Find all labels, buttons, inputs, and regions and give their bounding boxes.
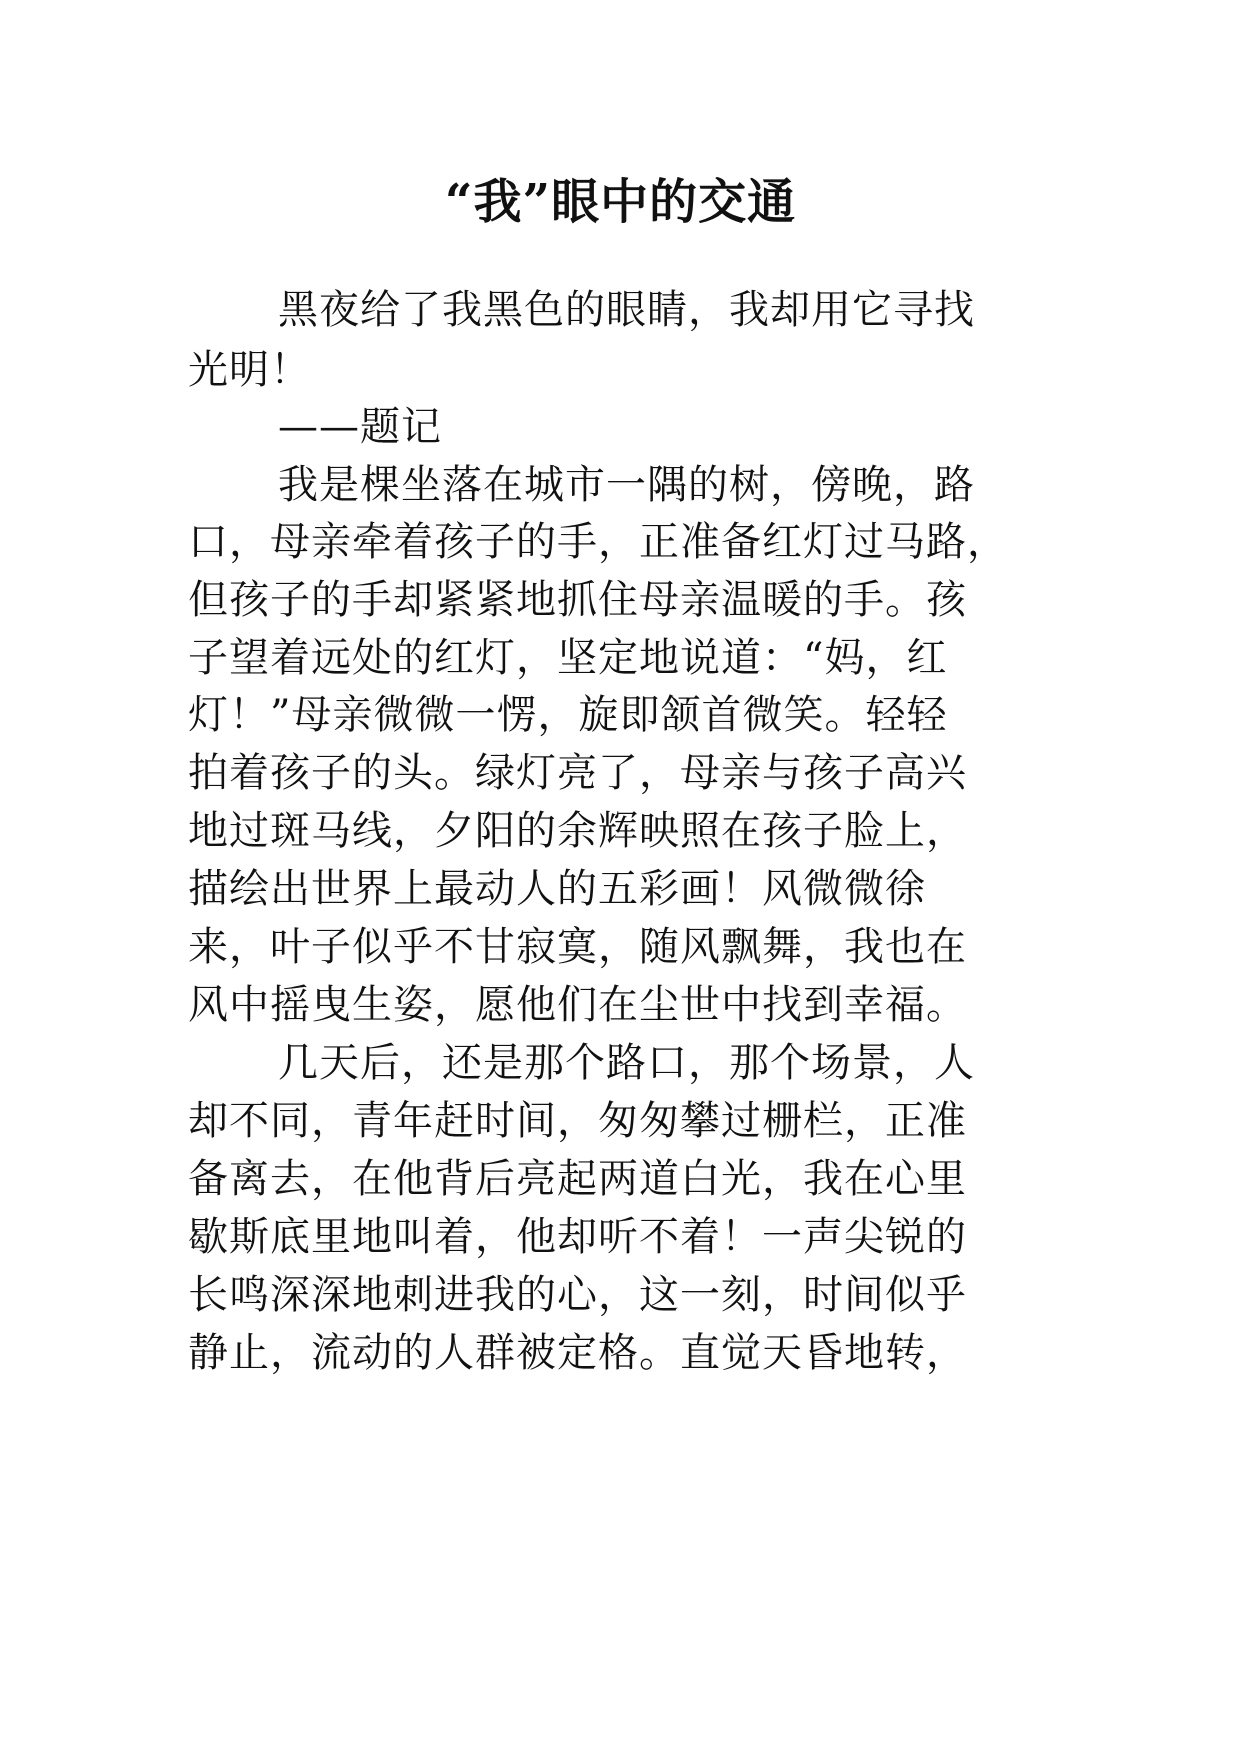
document-title: “我”眼中的交通: [444, 174, 797, 230]
text-line: 几天后，还是那个路口，那个场景，人: [278, 1040, 975, 1086]
text-line: 子望着远处的红灯，坚定地说道：“妈，红: [188, 635, 948, 681]
text-line: 歇斯底里地叫着，他却听不着！一声尖锐的: [188, 1214, 967, 1260]
text-line: 备离去，在他背后亮起两道白光，我在心里: [188, 1156, 967, 1202]
text-line: 长鸣深深地刺进我的心，这一刻，时间似乎: [188, 1272, 967, 1318]
text-line: 光明！: [188, 347, 311, 393]
text-line: 静止，流动的人群被定格。直觉天昏地转，: [188, 1330, 967, 1376]
text-line: 灯！”母亲微微一愣，旋即颔首微笑。轻轻: [188, 692, 948, 738]
text-line: 风中摇曳生姿，愿他们在尘世中找到幸福。: [188, 982, 967, 1028]
text-line: 描绘出世界上最动人的五彩画！风微微徐: [188, 866, 926, 912]
epigraph-attribution: ——题记: [278, 404, 442, 450]
text-line: 来，叶子似乎不甘寂寞，随风飘舞，我也在: [188, 924, 967, 970]
text-line: 地过斑马线，夕阳的余辉映照在孩子脸上，: [188, 808, 967, 854]
text-line: 我是棵坐落在城市一隅的树，傍晚，路: [278, 462, 975, 508]
text-line: 但孩子的手却紧紧地抓住母亲温暖的手。孩: [188, 577, 967, 623]
text-line: 却不同，青年赶时间，匆匆攀过栅栏，正准: [188, 1098, 967, 1144]
text-line: 拍着孩子的头。绿灯亮了，母亲与孩子高兴: [188, 750, 967, 796]
text-line: 口，母亲牵着孩子的手，正准备红灯过马路，: [188, 519, 1008, 565]
text-line: 黑夜给了我黑色的眼睛，我却用它寻找: [278, 287, 975, 333]
